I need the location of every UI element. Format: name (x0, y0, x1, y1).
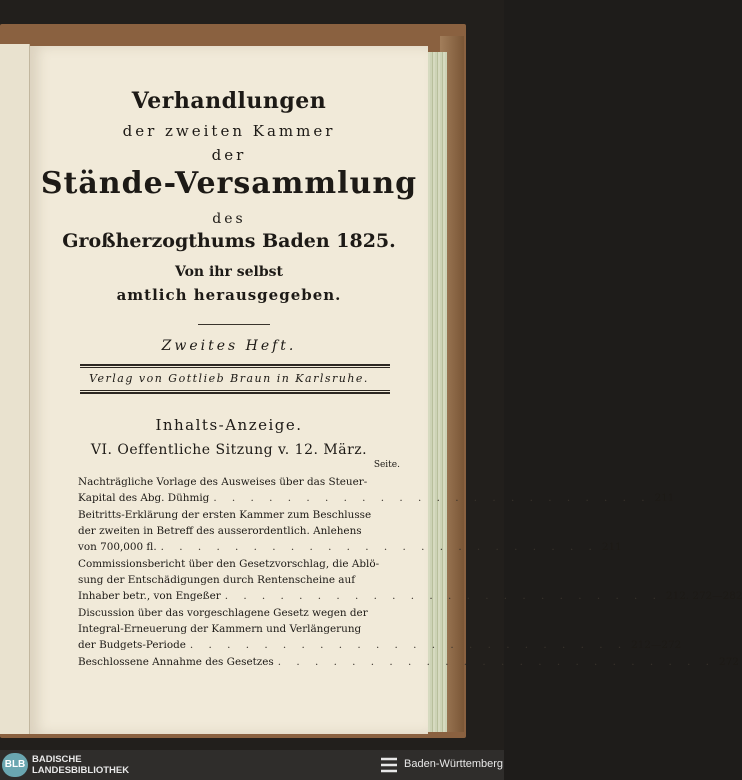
contents-entry-text: Kapital des Abg. Dühmig (78, 492, 210, 504)
contents-entry-line: Commissionsbericht über den Gesetzvorschlag, die Ablö- (78, 558, 380, 570)
session-heading: VI. Oeffentliche Sitzung v. 12. März. (90, 442, 368, 458)
state-name[interactable]: Baden-Württemberg (404, 758, 504, 770)
title-line-1: Verhandlungen (131, 88, 327, 114)
divider (80, 392, 390, 394)
title-line-7: Von ihr selbst (175, 264, 283, 280)
contents-entry-page: 212—272 (631, 639, 682, 651)
contents-entry-line: sung der Entschädigungen durch Rentenscheine auf (78, 574, 356, 586)
dot-leader: . . . . . . . . . . . . . . . . . . . . . . . . (224, 590, 662, 602)
title-line-8: amtlich herausgegeben. (116, 286, 342, 304)
contents-entry-page: 212. 272—282 (665, 590, 742, 602)
contents-entry (78, 474, 675, 506)
contents-entry-page: 272 (719, 656, 739, 668)
dot-leader: . . . . . . . . . . . . . . . . . . . . . . . . (160, 541, 598, 553)
dot-leader: . . . . . . . . . . . . . . . . . . . . . . . . (277, 656, 715, 668)
contents-entry-last-line (78, 539, 622, 555)
dot-leader: . . . . . . . . . . . . . . . . . . . . . . . . (213, 492, 651, 504)
short-divider (198, 324, 270, 325)
contents-entry (78, 605, 682, 653)
title-line-2: der zweiten Kammer (122, 122, 336, 140)
blb-logo-icon[interactable]: BLB (2, 753, 28, 777)
contents-list (78, 474, 742, 671)
footer-bar (0, 750, 504, 780)
divider (80, 364, 390, 366)
contents-entry-last-line (78, 588, 742, 604)
title-line-6: Großherzogthums Baden 1825. (62, 230, 396, 252)
left-page (0, 44, 30, 734)
contents-entry-line: Nachträgliche Vorlage des Ausweises über das Steuer- (78, 476, 368, 488)
contents-entry-last-line (78, 654, 739, 670)
title-line-5: des (212, 211, 246, 227)
page-column-header: Seite. (373, 460, 400, 470)
title-line-4: Stände-Versammlung (40, 166, 418, 201)
publisher-line: Verlag von Gottlieb Braun in Karlsruhe. (89, 372, 369, 385)
page-stack-edge (425, 52, 447, 732)
baden-wuerttemberg-lions-icon[interactable] (378, 755, 400, 775)
contents-entry-text: von 700,000 fl. (78, 541, 157, 553)
dot-leader: . . . . . . . . . . . . . . . . . . . . . . . . (189, 639, 628, 651)
contents-entry-text: Inhaber betr., von Engeßer (78, 590, 221, 602)
library-name-line-2: LANDESBIBLIOTHEK (32, 765, 130, 776)
contents-entry-text: Beschlossene Annahme des Gesetzes (78, 656, 274, 668)
contents-entry (78, 507, 622, 555)
contents-entry-line: Beitritts-Erklärung der ersten Kammer zum Beschlusse (78, 509, 372, 521)
title-line-3: der (211, 146, 247, 164)
contents-entry-line: der zweiten in Betreff des ausserordentlich. Anlehens (78, 525, 362, 537)
contents-entry (78, 556, 742, 604)
contents-entry-page: 211 (601, 541, 622, 553)
divider (80, 390, 390, 391)
contents-entry-page: 211 (654, 492, 675, 504)
library-name[interactable] (32, 754, 129, 776)
contents-entry-line: Discussion über das vorgeschlagene Gesetz wegen der (78, 607, 368, 619)
contents-entry-last-line (78, 490, 675, 506)
contents-entry (78, 654, 739, 670)
issue-label: Zweites Heft. (161, 338, 297, 354)
contents-entry-last-line (78, 637, 682, 653)
contents-entry-line: Integral-Erneuerung der Kammern und Verlängerung (78, 623, 362, 635)
contents-entry-text: der Budgets-Periode (78, 639, 186, 651)
title-page (30, 46, 742, 734)
library-name-line-1: BADISCHE (32, 754, 82, 765)
divider (80, 367, 390, 368)
contents-heading: Inhalts-Anzeige. (155, 416, 303, 434)
